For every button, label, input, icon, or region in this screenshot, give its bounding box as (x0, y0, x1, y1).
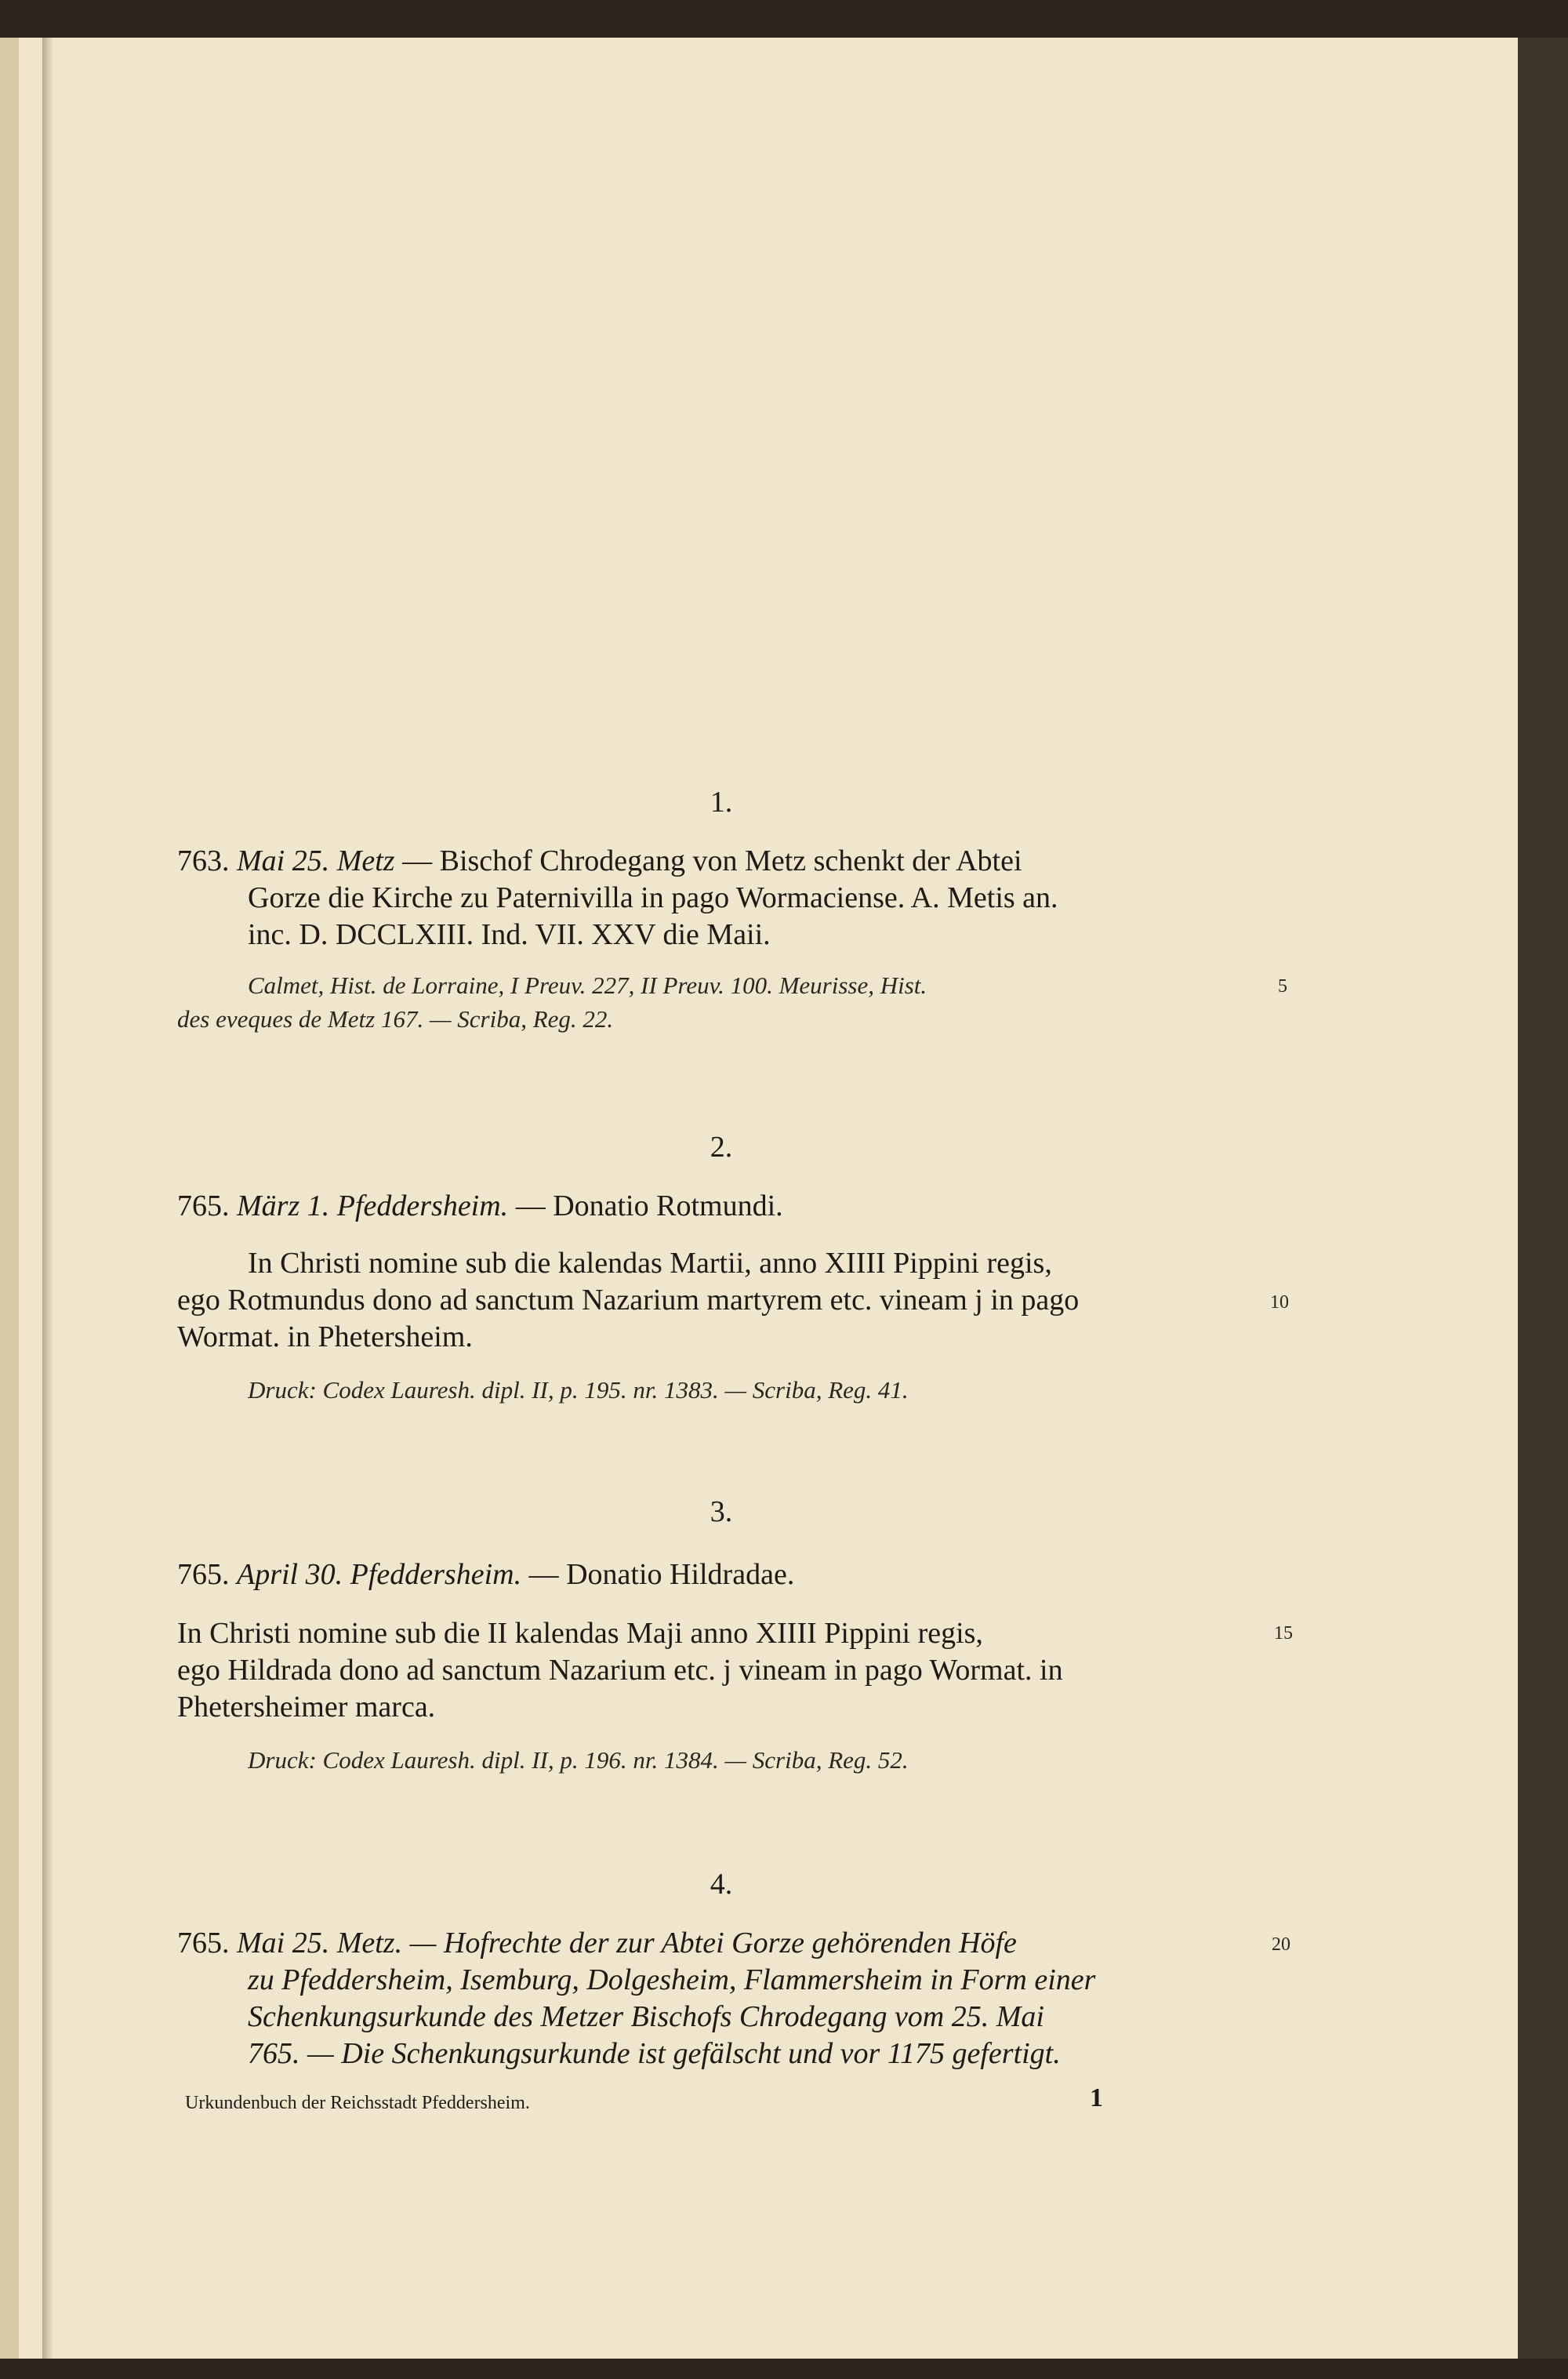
entry-year: 765. (177, 1190, 230, 1222)
entry-note: Druck: Codex Lauresh. dipl. II, p. 195. nr. 1383. — Scriba, Reg. 41. (248, 1376, 909, 1404)
page-number: 1 (1090, 2083, 1103, 2112)
entry-line: Schenkungsurkunde des Metzer Bischofs Chrodegang vom 25. Mai (248, 2000, 1044, 2033)
entry-heading (177, 1925, 1017, 1961)
entry-place: Pfeddersheim. (336, 1190, 509, 1222)
entry-place: Pfeddersheim. (350, 1558, 522, 1591)
margin-line-number: 10 (1270, 1292, 1289, 1313)
entry-date: Mai 25. (237, 1927, 330, 1959)
entry-line: inc. D. DCCLXIII. Ind. VII. XXV die Maii. (248, 918, 771, 951)
entry-place: Metz. (336, 1927, 403, 1959)
entry-number: 4. (710, 1868, 733, 1901)
entry-date: März 1. (237, 1190, 330, 1222)
footer-title: Urkundenbuch der Reichsstadt Pfeddersheim. (185, 2093, 530, 2113)
entry-heading (177, 1556, 794, 1593)
entry-year: 765. (177, 1927, 230, 1959)
entry-number: 2. (710, 1131, 733, 1164)
margin-line-number: 15 (1274, 1623, 1293, 1644)
entry-place: Metz (336, 844, 395, 877)
entry-line: ego Rotmundus dono ad sanctum Nazarium martyrem etc. vineam j in pago (177, 1284, 1080, 1317)
entry-line: 765. — Die Schenkungsurkunde ist gefälscht und vor 1175 gefertigt. (248, 2037, 1061, 2070)
page-fold (42, 38, 53, 2359)
entry-note: Calmet, Hist. de Lorraine, I Preuv. 227, II Preuv. 100. Meurisse, Hist. (248, 972, 927, 999)
entry-summary: — Donatio Rotmundi. (515, 1190, 783, 1222)
margin-line-number: 5 (1278, 976, 1287, 997)
entry-date: April 30. (237, 1558, 343, 1591)
margin-line-number: 20 (1272, 1934, 1290, 1955)
entry-note: des eveques de Metz 167. — Scriba, Reg. 22. (177, 1005, 614, 1033)
entry-heading (177, 1188, 783, 1224)
entry-number: 1. (710, 786, 733, 819)
entry-date: Mai 25. (237, 844, 330, 877)
entry-line: Gorze die Kirche zu Paternivilla in pago Wormaciense. A. Metis an. (248, 881, 1058, 914)
entry-summary: — Donatio Hildradae. (528, 1558, 795, 1591)
entry-summary: — Hofrechte der zur Abtei Gorze gehörenden Höfe (409, 1927, 1017, 1959)
book-cover-edge (1518, 38, 1568, 2359)
entry-line: Phetersheimer marca. (177, 1691, 436, 1723)
entry-line: In Christi nomine sub die II kalendas Maji anno XIIII Pippini regis, (177, 1617, 983, 1650)
entry-heading (177, 843, 1022, 879)
entry-line: In Christi nomine sub die kalendas Martii, anno XIIII Pippini regis, (248, 1247, 1052, 1280)
entry-note: Druck: Codex Lauresh. dipl. II, p. 196. nr. 1384. — Scriba, Reg. 52. (248, 1746, 909, 1774)
entry-number: 3. (710, 1495, 733, 1528)
entry-summary: — Bischof Chrodegang von Metz schenkt der Abtei (402, 844, 1022, 877)
entry-year: 763. (177, 844, 230, 877)
entry-line: Wormat. in Phetersheim. (177, 1320, 473, 1353)
entry-line: ego Hildrada dono ad sanctum Nazarium etc. j vineam in pago Wormat. in (177, 1654, 1063, 1687)
entry-line: zu Pfeddersheim, Isemburg, Dolgesheim, Flammersheim in Form einer (248, 1963, 1096, 1996)
entry-year: 765. (177, 1558, 230, 1591)
